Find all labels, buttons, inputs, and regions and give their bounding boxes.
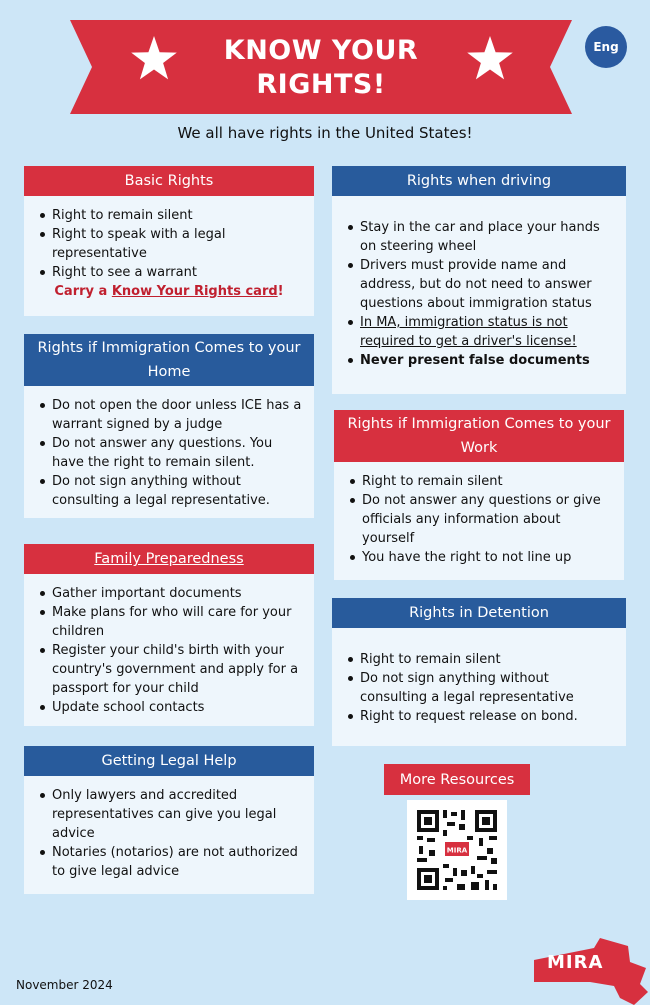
mira-logo-text: MIRA xyxy=(547,952,604,973)
carry-card-note: Carry a Know Your Rights card! xyxy=(54,284,284,299)
card-title: Getting Legal Help xyxy=(24,746,314,776)
detention-list xyxy=(332,628,626,726)
list-item: Do not sign anything without consulting a legal representative. xyxy=(38,472,304,510)
card-title: Rights in Detention xyxy=(332,598,626,628)
list-item: Right to see a warrant xyxy=(38,263,304,282)
legal-help-list xyxy=(24,776,314,881)
list-item: Update school contacts xyxy=(38,698,304,717)
legal-help-card xyxy=(24,746,314,894)
qr-code-icon xyxy=(407,800,507,900)
card-title: Rights if Immigration Comes to your Home xyxy=(24,334,314,386)
family-list xyxy=(24,574,314,717)
page-title: KNOW YOUR RIGHTS! xyxy=(223,35,419,100)
list-item: Register your child's birth with your country's government and apply for a passport for your child xyxy=(38,641,304,698)
list-item: Never present false documents xyxy=(346,351,612,370)
list-item: Do not open the door unless ICE has a warrant signed by a judge xyxy=(38,396,304,434)
title-banner xyxy=(70,20,572,114)
family-preparedness-card xyxy=(24,544,314,726)
card-title: Rights if Immigration Comes to your Work xyxy=(334,410,624,462)
footer-date: November 2024 xyxy=(16,978,113,992)
list-item: Right to remain silent xyxy=(346,650,616,669)
language-toggle-button[interactable]: Eng xyxy=(585,26,627,68)
list-item: Right to request release on bond. xyxy=(346,707,616,726)
driving-rights-card xyxy=(332,166,626,394)
driving-rights-list xyxy=(332,196,626,370)
list-item: Drivers must provide name and address, but do not need to answer questions about immigration status xyxy=(346,256,612,313)
card-title: Rights when driving xyxy=(332,166,626,196)
work-rights-card xyxy=(334,410,624,580)
list-item: Do not sign anything without consulting a legal representative xyxy=(346,669,616,707)
basic-rights-card xyxy=(24,166,314,316)
list-item: Right to speak with a legal representative xyxy=(38,225,304,263)
home-rights-list xyxy=(24,386,314,510)
list-item: Right to remain silent xyxy=(348,472,614,491)
card-title: Basic Rights xyxy=(24,166,314,196)
detention-rights-card xyxy=(332,598,626,746)
list-item: Only lawyers and accredited representatives can give you legal advice xyxy=(38,786,304,843)
know-your-rights-card-link[interactable]: Know Your Rights card xyxy=(111,284,278,299)
family-preparedness-link[interactable]: Family Preparedness xyxy=(24,544,314,574)
list-item: Stay in the car and place your hands on steering wheel xyxy=(346,218,612,256)
list-item: Do not answer any questions or give officials any information about yourself xyxy=(348,491,614,548)
work-rights-list xyxy=(334,462,624,567)
list-item: Gather important documents xyxy=(38,584,304,603)
list-item: Notaries (notarios) are not authorized to give legal advice xyxy=(38,843,304,881)
list-item: Right to remain silent xyxy=(38,206,304,225)
list-item: In MA, immigration status is not required to get a driver's license! xyxy=(346,313,612,351)
home-rights-card xyxy=(24,334,314,518)
basic-rights-list xyxy=(24,196,314,282)
more-resources-heading: More Resources xyxy=(384,764,530,795)
list-item: Do not answer any questions. You have the right to remain silent. xyxy=(38,434,304,472)
qr-label: MIRA xyxy=(446,846,468,855)
subtitle: We all have rights in the United States! xyxy=(177,124,473,142)
list-item: You have the right to not line up xyxy=(348,548,614,567)
list-item: Make plans for who will care for your children xyxy=(38,603,304,641)
qr-code[interactable] xyxy=(407,800,507,900)
